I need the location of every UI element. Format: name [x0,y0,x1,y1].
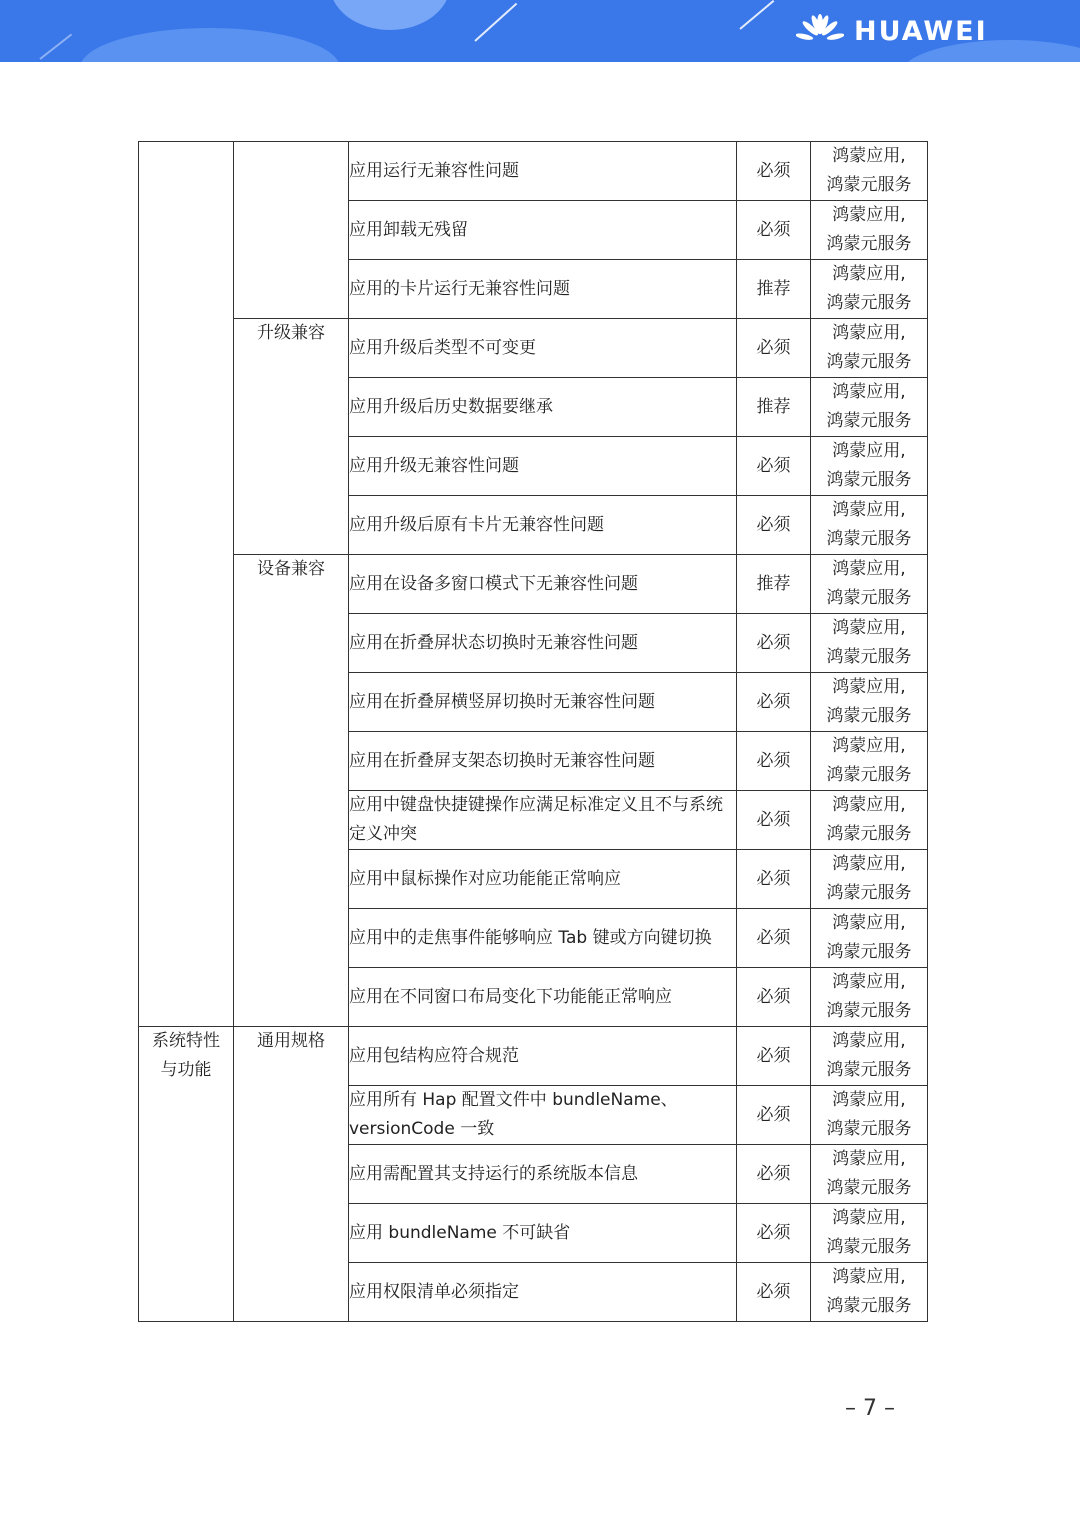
item-cell: 应用升级后类型不可变更 [349,319,737,378]
item-cell: 应用升级后历史数据要继承 [349,378,737,437]
scope-line: 鸿蒙应用, [832,1090,906,1110]
item-cell: 应用权限清单必须指定 [349,1263,737,1322]
scope-line: 鸿蒙应用, [832,323,906,343]
level-cell: 必须 [737,850,811,909]
scope-line: 鸿蒙应用, [832,618,906,638]
scope-line: 鸿蒙应用, [832,854,906,874]
level-cell: 推荐 [737,260,811,319]
scope-cell [811,850,928,909]
scope-line: 鸿蒙应用, [832,559,906,579]
page-number: – 7 – [845,1396,895,1421]
table-row [139,142,928,201]
category-cell [139,1027,234,1322]
scope-cell [811,1204,928,1263]
item-cell: 应用升级后原有卡片无兼容性问题 [349,496,737,555]
item-cell: 应用在折叠屏横竖屏切换时无兼容性问题 [349,673,737,732]
scope-cell [811,968,928,1027]
scope-line: 鸿蒙应用, [832,441,906,461]
scope-line: 鸿蒙元服务 [826,706,912,726]
scope-line: 鸿蒙应用, [832,146,906,166]
item-cell: 应用中的走焦事件能够响应 Tab 键或方向键切换 [349,909,737,968]
scope-cell [811,1086,928,1145]
scope-line: 鸿蒙元服务 [826,1001,912,1021]
item-cell: 应用 bundleName 不可缺省 [349,1204,737,1263]
level-cell: 必须 [737,909,811,968]
scope-line: 鸿蒙元服务 [826,411,912,431]
scope-cell [811,909,928,968]
scope-line: 鸿蒙元服务 [826,470,912,490]
level-cell: 必须 [737,437,811,496]
level-cell: 必须 [737,1263,811,1322]
scope-cell [811,555,928,614]
scope-line: 鸿蒙元服务 [826,293,912,313]
scope-line: 鸿蒙应用, [832,677,906,697]
scope-line: 鸿蒙应用, [832,500,906,520]
level-cell: 必须 [737,791,811,850]
item-cell: 应用需配置其支持运行的系统版本信息 [349,1145,737,1204]
scope-line: 鸿蒙元服务 [826,175,912,195]
level-cell: 推荐 [737,555,811,614]
level-cell: 必须 [737,1204,811,1263]
item-cell: 应用在折叠屏状态切换时无兼容性问题 [349,614,737,673]
header-streak [739,0,774,30]
scope-line: 鸿蒙元服务 [826,765,912,785]
page-header [0,0,1080,62]
subcategory-cell: 设备兼容 [234,555,349,1027]
header-streak [39,34,72,60]
item-cell: 应用升级无兼容性问题 [349,437,737,496]
scope-line: 鸿蒙应用, [832,736,906,756]
scope-line: 鸿蒙元服务 [826,234,912,254]
level-cell: 必须 [737,319,811,378]
item-cell: 应用在不同窗口布局变化下功能能正常响应 [349,968,737,1027]
huawei-petal-logo-icon [796,13,844,49]
level-cell: 必须 [737,1086,811,1145]
level-cell: 必须 [737,496,811,555]
table-row [139,555,928,614]
item-cell: 应用在设备多窗口模式下无兼容性问题 [349,555,737,614]
level-cell: 必须 [737,201,811,260]
item-cell: 应用中鼠标操作对应功能能正常响应 [349,850,737,909]
scope-cell [811,378,928,437]
table-row [139,319,928,378]
level-cell: 必须 [737,1145,811,1204]
subcategory-cell: 通用规格 [234,1027,349,1322]
scope-line: 鸿蒙元服务 [826,942,912,962]
scope-line: 鸿蒙元服务 [826,1119,912,1139]
level-cell: 必须 [737,1027,811,1086]
scope-cell [811,142,928,201]
scope-line: 鸿蒙应用, [832,972,906,992]
scope-line: 鸿蒙应用, [832,913,906,933]
header-streak [474,3,517,42]
scope-line: 鸿蒙元服务 [826,1178,912,1198]
scope-line: 鸿蒙应用, [832,264,906,284]
scope-line: 鸿蒙元服务 [826,1237,912,1257]
item-cell: 应用卸载无残留 [349,201,737,260]
category-label: 系统特性与功能 [152,1031,220,1080]
scope-cell [811,319,928,378]
scope-line: 鸿蒙元服务 [826,824,912,844]
scope-cell [811,732,928,791]
scope-cell [811,1027,928,1086]
level-cell: 推荐 [737,378,811,437]
level-cell: 必须 [737,732,811,791]
scope-cell [811,614,928,673]
scope-line: 鸿蒙应用, [832,1149,906,1169]
scope-line: 鸿蒙元服务 [826,588,912,608]
category-cell [139,142,234,1027]
scope-line: 鸿蒙元服务 [826,529,912,549]
scope-line: 鸿蒙元服务 [826,1296,912,1316]
scope-cell [811,496,928,555]
scope-cell [811,1263,928,1322]
subcategory-cell: 升级兼容 [234,319,349,555]
level-cell: 必须 [737,614,811,673]
scope-line: 鸿蒙应用, [832,1031,906,1051]
scope-cell [811,201,928,260]
item-cell: 应用所有 Hap 配置文件中 bundleName、versionCode 一致 [349,1086,737,1145]
brand-wordmark: HUAWEI [854,15,988,47]
table-row [139,1027,928,1086]
scope-cell [811,673,928,732]
scope-line: 鸿蒙元服务 [826,647,912,667]
scope-cell [811,437,928,496]
huawei-logo [796,12,988,50]
scope-line: 鸿蒙应用, [832,795,906,815]
header-glow [330,0,450,30]
scope-cell [811,1145,928,1204]
item-cell: 应用在折叠屏支架态切换时无兼容性问题 [349,732,737,791]
level-cell: 必须 [737,673,811,732]
subcategory-cell [234,142,349,319]
scope-line: 鸿蒙应用, [832,205,906,225]
scope-line: 鸿蒙应用, [832,1267,906,1287]
item-cell: 应用包结构应符合规范 [349,1027,737,1086]
level-cell: 必须 [737,142,811,201]
scope-line: 鸿蒙元服务 [826,1060,912,1080]
scope-line: 鸿蒙应用, [832,382,906,402]
scope-line: 鸿蒙元服务 [826,352,912,372]
item-cell: 应用中键盘快捷键操作应满足标准定义且不与系统定义冲突 [349,791,737,850]
item-cell: 应用运行无兼容性问题 [349,142,737,201]
spec-table [138,141,928,1322]
scope-cell [811,791,928,850]
level-cell: 必须 [737,968,811,1027]
scope-line: 鸿蒙元服务 [826,883,912,903]
scope-cell [811,260,928,319]
header-glow [80,28,340,62]
scope-line: 鸿蒙应用, [832,1208,906,1228]
item-cell: 应用的卡片运行无兼容性问题 [349,260,737,319]
